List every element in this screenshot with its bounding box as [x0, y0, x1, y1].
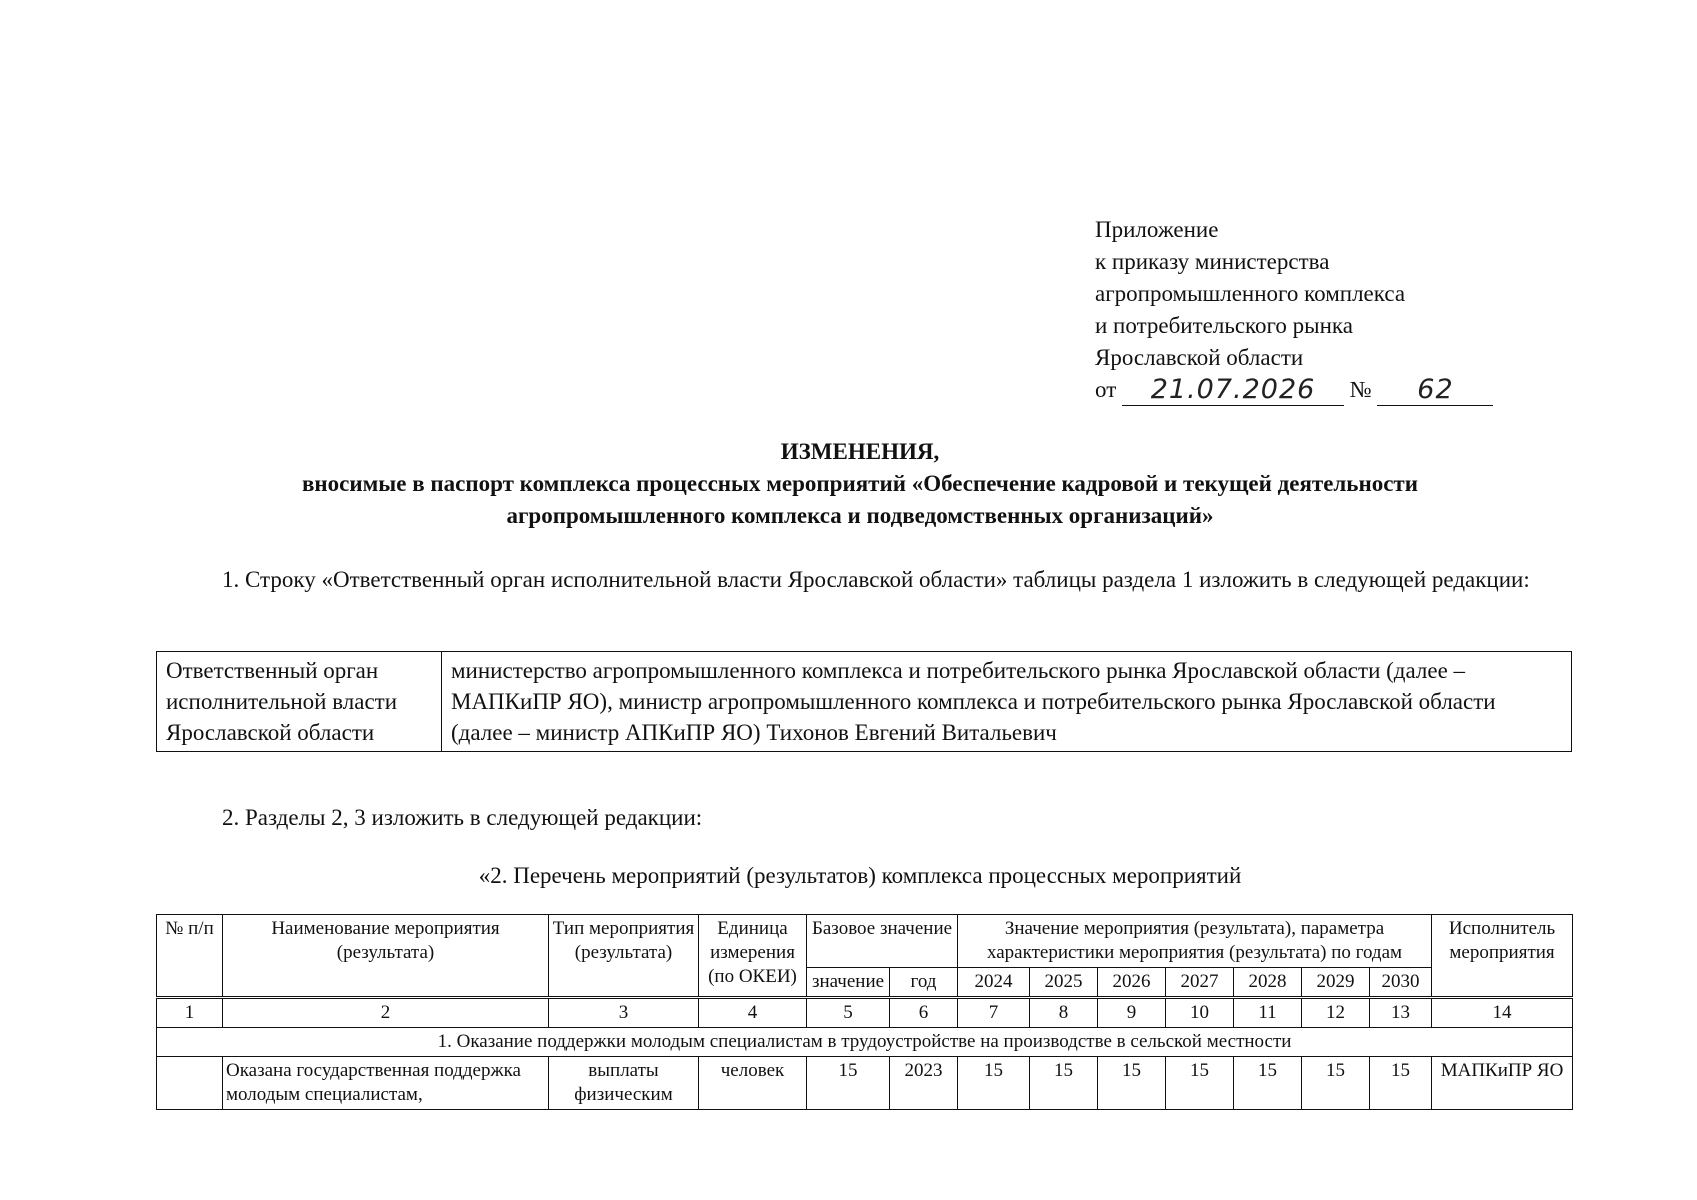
col-header-year: 2024 [958, 968, 1030, 998]
col-header-name: Наименование мероприятия (результата) [223, 915, 549, 998]
row-year-value-cell: 15 [1234, 1057, 1302, 1110]
col-header-type: Тип мероприятия (результата) [549, 915, 699, 998]
annex-date-number-row [1095, 374, 1515, 408]
col-header-base-year: год [890, 968, 958, 998]
row-executor-cell: МАПКиПР ЯО [1432, 1057, 1573, 1110]
column-number: 11 [1234, 998, 1302, 1028]
col-header-year: 2027 [1166, 968, 1234, 998]
table-header-row [157, 915, 1573, 968]
handwritten-date: 21.07.2026 [1122, 375, 1344, 406]
row-type-cell: выплаты физическим [549, 1057, 699, 1110]
col-header-num: № п/п [157, 915, 223, 998]
document-subtitle-line-2: агропромышленного комплекса и подведомственных организаций» [506, 503, 1214, 528]
table-section-row [157, 1028, 1573, 1057]
row-year-value-cell: 15 [1370, 1057, 1432, 1110]
column-number-row [157, 998, 1573, 1028]
annex-line: и потребительского рынка [1095, 313, 1353, 338]
paragraph-2: 2. Разделы 2, 3 изложить в следующей редакции: [222, 805, 703, 830]
col-header-base-value: значение [807, 968, 890, 998]
column-number: 5 [807, 998, 890, 1028]
annex-line: Приложение [1095, 217, 1219, 242]
row-base-value-cell: 15 [807, 1057, 890, 1110]
row-year-value-cell: 15 [1302, 1057, 1370, 1110]
paragraph-1: 1. Строку «Ответственный орган исполнительной власти Ярославской области» таблицы раздела 1 изложить в следующей редакции: [222, 567, 1530, 592]
col-header-year: 2029 [1302, 968, 1370, 998]
column-number: 8 [1030, 998, 1098, 1028]
column-number: 2 [223, 998, 549, 1028]
measures-table [156, 914, 1573, 1110]
column-number: 10 [1166, 998, 1234, 1028]
row-base-year-cell: 2023 [890, 1057, 958, 1110]
row-year-value-cell: 15 [958, 1057, 1030, 1110]
row-name-cell: Оказана государственная поддержка молодым специалистам, [223, 1057, 549, 1110]
col-header-year: 2026 [1098, 968, 1166, 998]
col-header-year: 2030 [1370, 968, 1432, 998]
row-unit-cell: человек [699, 1057, 807, 1110]
responsible-label-cell: Ответственный орган исполнительной власти Ярославской области [157, 652, 442, 752]
section-row-title: 1. Оказание поддержки молодым специалистам в трудоустройстве на производстве в сельской местности [157, 1028, 1573, 1057]
column-number: 12 [1302, 998, 1370, 1028]
column-number: 1 [157, 998, 223, 1028]
column-number: 7 [958, 998, 1030, 1028]
column-number: 14 [1432, 998, 1573, 1028]
column-number: 9 [1098, 998, 1166, 1028]
table-row [157, 1057, 1573, 1110]
row-year-value-cell: 15 [1030, 1057, 1098, 1110]
col-header-year: 2025 [1030, 968, 1098, 998]
annex-line: Ярославской области [1095, 345, 1304, 370]
column-number: 13 [1370, 998, 1432, 1028]
table-row [157, 652, 1572, 752]
row-year-value-cell: 15 [1166, 1057, 1234, 1110]
column-number: 6 [890, 998, 958, 1028]
annex-line: агропромышленного комплекса [1095, 281, 1406, 306]
column-number: 3 [549, 998, 699, 1028]
section-2-title: «2. Перечень мероприятий (результатов) комплекса процессных мероприятий [478, 863, 1242, 888]
date-prefix: от [1095, 377, 1117, 402]
col-header-year: 2028 [1234, 968, 1302, 998]
row-year-value-cell: 15 [1098, 1057, 1166, 1110]
column-number: 4 [699, 998, 807, 1028]
responsible-authority-table [156, 651, 1572, 752]
document-title: ИЗМЕНЕНИЯ, [780, 439, 940, 464]
col-header-base: Базовое значение [807, 915, 958, 968]
handwritten-number: 62 [1377, 375, 1493, 406]
responsible-value-cell: министерство агропромышленного комплекса и потребительского рынка Ярославской области (далее – МАПКиПР ЯО), министр агропромышленного комплекса и потребительского рынка Ярославской области (далее – министр АПКиПР ЯО) Тихонов Евгений Витальевич [442, 652, 1572, 752]
annex-block [1095, 214, 1515, 408]
document-subtitle-line-1: вносимые в паспорт комплекса процессных мероприятий «Обеспечение кадровой и текущей деятельности [302, 471, 1418, 496]
col-header-executor: Исполнитель мероприятия [1432, 915, 1573, 998]
col-header-values-by-year: Значение мероприятия (результата), параметра характеристики мероприятия (результата) по годам [958, 915, 1432, 968]
row-num-cell [157, 1057, 223, 1110]
col-header-unit: Единица измерения (по ОКЕИ) [699, 915, 807, 998]
annex-line: к приказу министерства [1095, 249, 1330, 274]
number-prefix: № [1349, 377, 1372, 402]
